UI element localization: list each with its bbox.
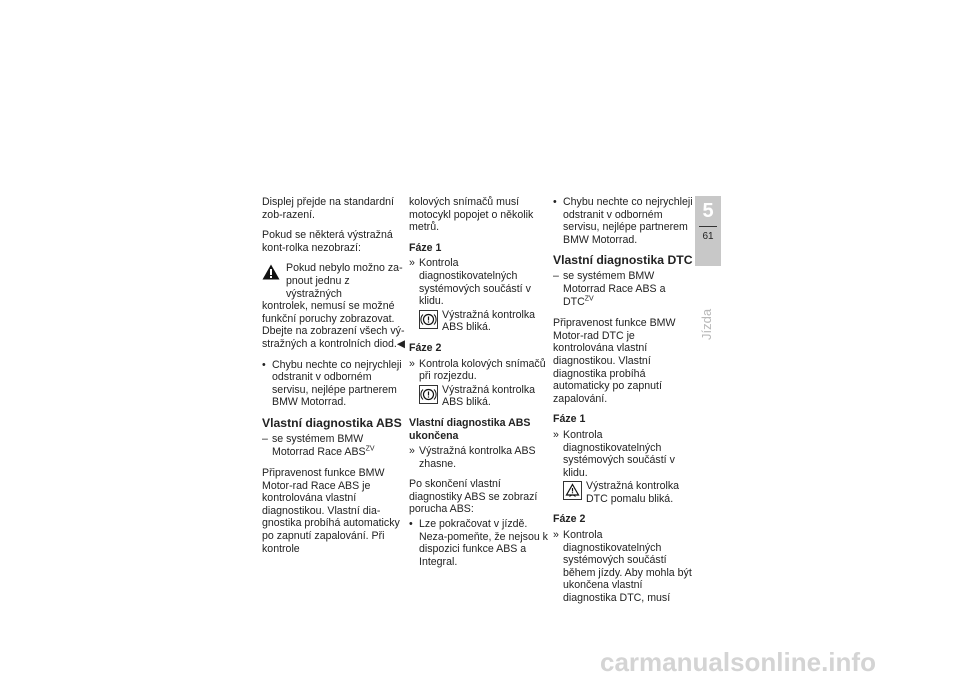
paragraph-continuation: kolových snímačů musí motocykl popojet o několik metrů. [409, 196, 534, 234]
heading-dtc-self-diagnosis: Vlastní diagnostika DTC [553, 253, 693, 268]
bullet-text: Lze pokračovat v jízdě. Neza-pomeňte, že nejsou k dispozici funkce ABS a Integral. [419, 518, 548, 568]
chapter-number: 5 [702, 200, 714, 222]
warning-line-1: Pokud nebylo možno za- [286, 262, 403, 275]
heading-abs-self-diagnosis: Vlastní diagnostika ABS [262, 415, 402, 430]
dash-marker: – [262, 432, 268, 445]
bullet-marker: • [553, 196, 557, 208]
arrow-marker: » [553, 428, 559, 441]
bullet-item [262, 359, 406, 409]
heading-abs-diagnosis-ended: Vlastní diagnostika ABS ukončena [409, 416, 531, 442]
abs-notice-1 [419, 309, 553, 334]
bullet-text: Chybu nechte co nejrychleji odstranit v odborném servisu, nejlépe partnerem BMW Motorrad. [272, 358, 402, 409]
column-2 [409, 196, 553, 572]
tab-divider [699, 226, 717, 227]
warning-triangle-icon [262, 264, 280, 280]
arrow-marker: » [409, 445, 415, 458]
section-label-text: Jízda [699, 308, 714, 340]
bullet-text: Chybu nechte co nejrychleji odstranit v odborném servisu, nejlépe partnerem BMW Motorrad. [563, 196, 693, 246]
dash-item [262, 433, 406, 458]
section-label [699, 280, 719, 340]
dash-marker: – [553, 270, 559, 283]
step-item [553, 429, 697, 479]
step-text: Kontrola kolových snímačů při rozjezdu. [419, 357, 546, 383]
warning-line-2: pnout jednu z výstražných [286, 274, 350, 300]
step-text: Výstražná kontrolka ABS zhasne. [419, 445, 536, 470]
notice-text: Výstražná kontrolka ABS bliká. [442, 383, 536, 409]
step-item [409, 257, 553, 307]
step-item [409, 358, 553, 383]
optional-equipment-sup: ZV [584, 295, 594, 303]
heading-phase-1: Fáze 1 [409, 241, 442, 254]
warning-note [262, 262, 406, 350]
heading-phase-2: Fáze 2 [409, 341, 442, 354]
arrow-marker: » [553, 529, 559, 542]
step-item [409, 445, 553, 470]
notice-text: Výstražná kontrolka DTC pomalu bliká. [586, 480, 680, 505]
column-1 [262, 196, 406, 563]
abs-notice-2 [419, 384, 553, 409]
paragraph-warning-intro: Pokud se některá výstražná kont-rolka nezobrazí: [262, 229, 393, 254]
paragraph-display-standard: Displej přejde na standardní zob-razení. [262, 196, 394, 221]
optional-equipment-sup: ZV [365, 444, 375, 452]
bullet-marker: • [409, 518, 413, 531]
heading-phase-2: Fáze 2 [553, 513, 586, 526]
watermark: carmanualsonline.info [600, 647, 876, 677]
step-text: Kontrola diagnostikovatelných systémových součástí v klidu. [563, 428, 675, 479]
paragraph-abs-fault: Po skončení vlastní diagnostiky ABS se zobrazí porucha ABS: [409, 478, 538, 516]
notice-text: Výstražná kontrolka ABS bliká. [442, 308, 536, 334]
page-number: 61 [702, 231, 714, 242]
dash-text: se systémem BMW Motorrad Race ABS [272, 432, 366, 458]
dtc-indicator-icon [563, 481, 582, 500]
bullet-marker: • [262, 358, 266, 371]
step-text: Kontrola diagnostikovatelných systémových součástí v klidu. [419, 257, 531, 308]
column-3 [553, 196, 697, 609]
abs-indicator-icon [419, 385, 438, 404]
abs-indicator-icon [419, 310, 438, 329]
arrow-marker: » [409, 257, 415, 270]
dash-text: se systémem BMW Motorrad Race ABS a DTC [563, 270, 666, 308]
arrow-marker: » [409, 357, 415, 370]
dtc-notice [563, 480, 697, 505]
step-item [553, 529, 697, 605]
heading-phase-1: Fáze 1 [553, 413, 586, 426]
warning-text: kontrolek, nemusí se možné funkční poruchy zobrazovat. Dbejte na zobrazení všech vý-stražných a kontrolních diod.◀ [262, 300, 405, 350]
bullet-item [553, 196, 697, 246]
dash-item [553, 270, 697, 308]
paragraph-abs-readiness: Připravenost funkce BMW Motor-rad Race ABS je kontrolována vlastní diagnostikou. Vlastní dia-gnostika probíhá automaticky po zapnutí zapalování. Při kontrole [262, 467, 400, 555]
paragraph-dtc-readiness: Připravenost funkce BMW Motor-rad DTC je kontrolována vlastní diagnostikou. Vlastní diagnostika probíhá automaticky po zapnutí zapalování. [553, 317, 676, 405]
bullet-item [409, 518, 553, 568]
step-text: Kontrola diagnostikovatelných systémových součástí během jízdy. Aby mohla být ukončena vlastní diagnostika DTC, musí [563, 529, 692, 605]
